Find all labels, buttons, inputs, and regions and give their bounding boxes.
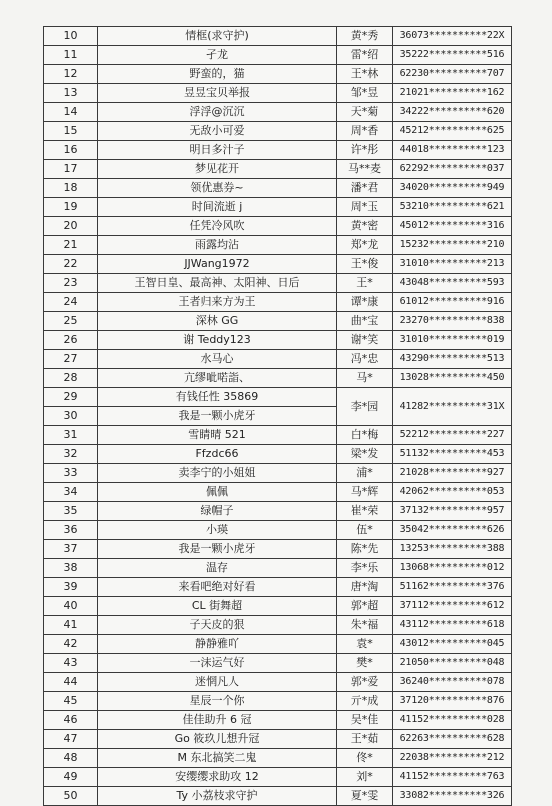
nickname-cell: 亢缪呲喏詣、 bbox=[98, 369, 337, 388]
table-row bbox=[44, 692, 512, 711]
id-number-cell: 62263**********628 bbox=[393, 730, 512, 749]
nickname-cell: 温存 bbox=[98, 559, 337, 578]
id-number-cell: 52212**********227 bbox=[393, 426, 512, 445]
row-number: 18 bbox=[44, 179, 98, 198]
table-row bbox=[44, 464, 512, 483]
row-number: 35 bbox=[44, 502, 98, 521]
nickname-cell: 深林 GG bbox=[98, 312, 337, 331]
table-row bbox=[44, 502, 512, 521]
row-number: 26 bbox=[44, 331, 98, 350]
nickname-cell: 野蛮的，猫 bbox=[98, 65, 337, 84]
winner-name-cell: 潘*君 bbox=[337, 179, 393, 198]
table-row bbox=[44, 369, 512, 388]
table-row bbox=[44, 578, 512, 597]
nickname-cell: 我是一颗小虎牙 bbox=[98, 407, 337, 426]
table-row bbox=[44, 711, 512, 730]
winner-name-cell: 白*梅 bbox=[337, 426, 393, 445]
id-number-cell: 43290**********513 bbox=[393, 350, 512, 369]
row-number: 33 bbox=[44, 464, 98, 483]
winner-name-cell: 王* bbox=[337, 274, 393, 293]
table-row bbox=[44, 103, 512, 122]
id-number-cell: 51162**********376 bbox=[393, 578, 512, 597]
nickname-cell: 来看吧绝对好看 bbox=[98, 578, 337, 597]
id-number-cell: 43012**********045 bbox=[393, 635, 512, 654]
nickname-cell: 雨露均沾 bbox=[98, 236, 337, 255]
table-row bbox=[44, 122, 512, 141]
row-number: 17 bbox=[44, 160, 98, 179]
row-number: 36 bbox=[44, 521, 98, 540]
winner-list-sheet bbox=[43, 26, 511, 806]
row-number: 30 bbox=[44, 407, 98, 426]
row-number: 13 bbox=[44, 84, 98, 103]
nickname-cell: 静静雅吖 bbox=[98, 635, 337, 654]
row-number: 11 bbox=[44, 46, 98, 65]
id-number-cell: 51132**********453 bbox=[393, 445, 512, 464]
id-number-cell: 37112**********612 bbox=[393, 597, 512, 616]
nickname-cell: Go 筱玖儿想升冠 bbox=[98, 730, 337, 749]
winner-name-cell: 佟* bbox=[337, 749, 393, 768]
nickname-cell: 佩佩 bbox=[98, 483, 337, 502]
row-number: 27 bbox=[44, 350, 98, 369]
winner-name-cell: 冯*忠 bbox=[337, 350, 393, 369]
row-number: 24 bbox=[44, 293, 98, 312]
id-number-cell: 43048**********593 bbox=[393, 274, 512, 293]
id-number-cell: 35222**********516 bbox=[393, 46, 512, 65]
id-number-cell: 21028**********927 bbox=[393, 464, 512, 483]
winner-table bbox=[43, 26, 512, 806]
row-number: 44 bbox=[44, 673, 98, 692]
row-number: 50 bbox=[44, 787, 98, 806]
winner-name-cell: 雷*绍 bbox=[337, 46, 393, 65]
id-number-cell: 36073**********22X bbox=[393, 27, 512, 46]
nickname-cell: 情框(求守护) bbox=[98, 27, 337, 46]
row-number: 23 bbox=[44, 274, 98, 293]
nickname-cell: Ffzdc66 bbox=[98, 445, 337, 464]
id-number-cell: 61012**********916 bbox=[393, 293, 512, 312]
table-row bbox=[44, 787, 512, 806]
table-row bbox=[44, 540, 512, 559]
nickname-cell: 绿帽子 bbox=[98, 502, 337, 521]
id-number-cell: 45012**********316 bbox=[393, 217, 512, 236]
id-number-cell: 44018**********123 bbox=[393, 141, 512, 160]
nickname-cell: 明日多汁子 bbox=[98, 141, 337, 160]
id-number-cell: 62230**********707 bbox=[393, 65, 512, 84]
nickname-cell: 浮浮@沉沉 bbox=[98, 103, 337, 122]
row-number: 32 bbox=[44, 445, 98, 464]
winner-name-cell: 马*辉 bbox=[337, 483, 393, 502]
winner-name-cell: 王*俊 bbox=[337, 255, 393, 274]
nickname-cell: M 东北搞笑二鬼 bbox=[98, 749, 337, 768]
id-number-cell: 35042**********626 bbox=[393, 521, 512, 540]
id-number-cell: 31010**********213 bbox=[393, 255, 512, 274]
table-row bbox=[44, 768, 512, 787]
row-number: 12 bbox=[44, 65, 98, 84]
id-number-cell: 43112**********618 bbox=[393, 616, 512, 635]
table-row bbox=[44, 27, 512, 46]
winner-name-cell: 邹*昱 bbox=[337, 84, 393, 103]
winner-name-cell: 曲*宝 bbox=[337, 312, 393, 331]
winner-name-cell: 马**麦 bbox=[337, 160, 393, 179]
winner-name-cell: 周*玉 bbox=[337, 198, 393, 217]
row-number: 15 bbox=[44, 122, 98, 141]
table-row bbox=[44, 521, 512, 540]
winner-name-cell: 谭*康 bbox=[337, 293, 393, 312]
table-row bbox=[44, 84, 512, 103]
winner-name-cell: 李*乐 bbox=[337, 559, 393, 578]
winner-name-cell: 王*林 bbox=[337, 65, 393, 84]
id-number-cell: 53210**********621 bbox=[393, 198, 512, 217]
nickname-cell: Ty 小荔枝求守护 bbox=[98, 787, 337, 806]
id-number-cell: 21021**********162 bbox=[393, 84, 512, 103]
nickname-cell: 王智日皇、最高神、太阳神、日后 bbox=[98, 274, 337, 293]
winner-name-cell: 夏*雯 bbox=[337, 787, 393, 806]
row-number: 48 bbox=[44, 749, 98, 768]
winner-name-cell: 周*香 bbox=[337, 122, 393, 141]
table-row bbox=[44, 559, 512, 578]
id-number-cell: 13068**********012 bbox=[393, 559, 512, 578]
nickname-cell: 小瑛 bbox=[98, 521, 337, 540]
id-number-cell: 41282**********31X bbox=[393, 388, 512, 426]
nickname-cell: 水马心 bbox=[98, 350, 337, 369]
id-number-cell: 23270**********838 bbox=[393, 312, 512, 331]
nickname-cell: 梦见花开 bbox=[98, 160, 337, 179]
row-number: 16 bbox=[44, 141, 98, 160]
winner-name-cell: 谢*笑 bbox=[337, 331, 393, 350]
id-number-cell: 45212**********625 bbox=[393, 122, 512, 141]
table-row bbox=[44, 616, 512, 635]
table-row bbox=[44, 217, 512, 236]
table-row bbox=[44, 274, 512, 293]
id-number-cell: 21050**********048 bbox=[393, 654, 512, 673]
table-row bbox=[44, 293, 512, 312]
row-number: 25 bbox=[44, 312, 98, 331]
id-number-cell: 31010**********019 bbox=[393, 331, 512, 350]
id-number-cell: 37132**********957 bbox=[393, 502, 512, 521]
row-number: 19 bbox=[44, 198, 98, 217]
winner-name-cell: 浦* bbox=[337, 464, 393, 483]
winner-name-cell: 朱*福 bbox=[337, 616, 393, 635]
row-number: 34 bbox=[44, 483, 98, 502]
row-number: 38 bbox=[44, 559, 98, 578]
table-row bbox=[44, 65, 512, 84]
table-row bbox=[44, 141, 512, 160]
nickname-cell: CL 街舞超 bbox=[98, 597, 337, 616]
winner-name-cell: 刘* bbox=[337, 768, 393, 787]
winner-name-cell: 郑*龙 bbox=[337, 236, 393, 255]
winner-name-cell: 王*茹 bbox=[337, 730, 393, 749]
nickname-cell: JJWang1972 bbox=[98, 255, 337, 274]
winner-name-cell: 梁*发 bbox=[337, 445, 393, 464]
row-number: 22 bbox=[44, 255, 98, 274]
winner-name-cell: 崔*荣 bbox=[337, 502, 393, 521]
id-number-cell: 13028**********450 bbox=[393, 369, 512, 388]
id-number-cell: 42062**********053 bbox=[393, 483, 512, 502]
id-number-cell: 36240**********078 bbox=[393, 673, 512, 692]
nickname-cell: 无敌小可爱 bbox=[98, 122, 337, 141]
winner-name-cell: 亓*成 bbox=[337, 692, 393, 711]
table-row bbox=[44, 749, 512, 768]
winner-name-cell: 郭*超 bbox=[337, 597, 393, 616]
table-row bbox=[44, 350, 512, 369]
table-row bbox=[44, 312, 512, 331]
table-row bbox=[44, 730, 512, 749]
id-number-cell: 34020**********949 bbox=[393, 179, 512, 198]
table-row bbox=[44, 179, 512, 198]
table-row bbox=[44, 426, 512, 445]
winner-name-cell: 樊* bbox=[337, 654, 393, 673]
table-row bbox=[44, 673, 512, 692]
row-number: 21 bbox=[44, 236, 98, 255]
table-row bbox=[44, 331, 512, 350]
winner-name-cell: 袁* bbox=[337, 635, 393, 654]
id-number-cell: 22038**********212 bbox=[393, 749, 512, 768]
row-number: 29 bbox=[44, 388, 98, 407]
nickname-cell: 王者归来方为王 bbox=[98, 293, 337, 312]
row-number: 47 bbox=[44, 730, 98, 749]
nickname-cell: 一沫运气好 bbox=[98, 654, 337, 673]
table-row bbox=[44, 198, 512, 217]
row-number: 28 bbox=[44, 369, 98, 388]
row-number: 42 bbox=[44, 635, 98, 654]
row-number: 43 bbox=[44, 654, 98, 673]
row-number: 14 bbox=[44, 103, 98, 122]
id-number-cell: 33082**********326 bbox=[393, 787, 512, 806]
nickname-cell: 领优惠券~ bbox=[98, 179, 337, 198]
winner-name-cell: 陈*先 bbox=[337, 540, 393, 559]
nickname-cell: 迷惘凡人 bbox=[98, 673, 337, 692]
id-number-cell: 41152**********028 bbox=[393, 711, 512, 730]
table-row bbox=[44, 445, 512, 464]
winner-name-cell: 许*彤 bbox=[337, 141, 393, 160]
table-row bbox=[44, 236, 512, 255]
table-row bbox=[44, 635, 512, 654]
nickname-cell: 谢 Teddy123 bbox=[98, 331, 337, 350]
table-row bbox=[44, 255, 512, 274]
nickname-cell: 雪睛晴 521 bbox=[98, 426, 337, 445]
row-number: 45 bbox=[44, 692, 98, 711]
nickname-cell: 有钱任性 35869 bbox=[98, 388, 337, 407]
winner-name-cell: 郭*爱 bbox=[337, 673, 393, 692]
winner-name-cell: 唐*淘 bbox=[337, 578, 393, 597]
id-number-cell: 37120**********876 bbox=[393, 692, 512, 711]
nickname-cell: 孑龙 bbox=[98, 46, 337, 65]
nickname-cell: 我是一颗小虎牙 bbox=[98, 540, 337, 559]
id-number-cell: 13253**********388 bbox=[393, 540, 512, 559]
nickname-cell: 星辰一个你 bbox=[98, 692, 337, 711]
nickname-cell: 任凭冷风吹 bbox=[98, 217, 337, 236]
id-number-cell: 34222**********620 bbox=[393, 103, 512, 122]
table-row bbox=[44, 388, 512, 407]
id-number-cell: 41152**********763 bbox=[393, 768, 512, 787]
winner-name-cell: 伍* bbox=[337, 521, 393, 540]
winner-name-cell: 黄*密 bbox=[337, 217, 393, 236]
table-row bbox=[44, 46, 512, 65]
nickname-cell: 昱昱宝贝举报 bbox=[98, 84, 337, 103]
row-number: 41 bbox=[44, 616, 98, 635]
row-number: 10 bbox=[44, 27, 98, 46]
winner-name-cell: 马* bbox=[337, 369, 393, 388]
winner-name-cell: 吴*佳 bbox=[337, 711, 393, 730]
nickname-cell: 时间流逝 j bbox=[98, 198, 337, 217]
row-number: 31 bbox=[44, 426, 98, 445]
id-number-cell: 15232**********210 bbox=[393, 236, 512, 255]
winner-name-cell: 黄*秀 bbox=[337, 27, 393, 46]
winner-name-cell: 天*菊 bbox=[337, 103, 393, 122]
table-row bbox=[44, 160, 512, 179]
winner-table-body bbox=[44, 27, 512, 806]
row-number: 20 bbox=[44, 217, 98, 236]
id-number-cell: 62292**********037 bbox=[393, 160, 512, 179]
table-row bbox=[44, 654, 512, 673]
row-number: 46 bbox=[44, 711, 98, 730]
nickname-cell: 安缨缨求助攻 12 bbox=[98, 768, 337, 787]
table-row bbox=[44, 597, 512, 616]
nickname-cell: 佳佳助升 6 冠 bbox=[98, 711, 337, 730]
row-number: 49 bbox=[44, 768, 98, 787]
winner-name-cell: 李*园 bbox=[337, 388, 393, 426]
nickname-cell: 子天皮的狠 bbox=[98, 616, 337, 635]
table-row bbox=[44, 483, 512, 502]
row-number: 40 bbox=[44, 597, 98, 616]
row-number: 39 bbox=[44, 578, 98, 597]
nickname-cell: 卖李宁的小姐姐 bbox=[98, 464, 337, 483]
row-number: 37 bbox=[44, 540, 98, 559]
